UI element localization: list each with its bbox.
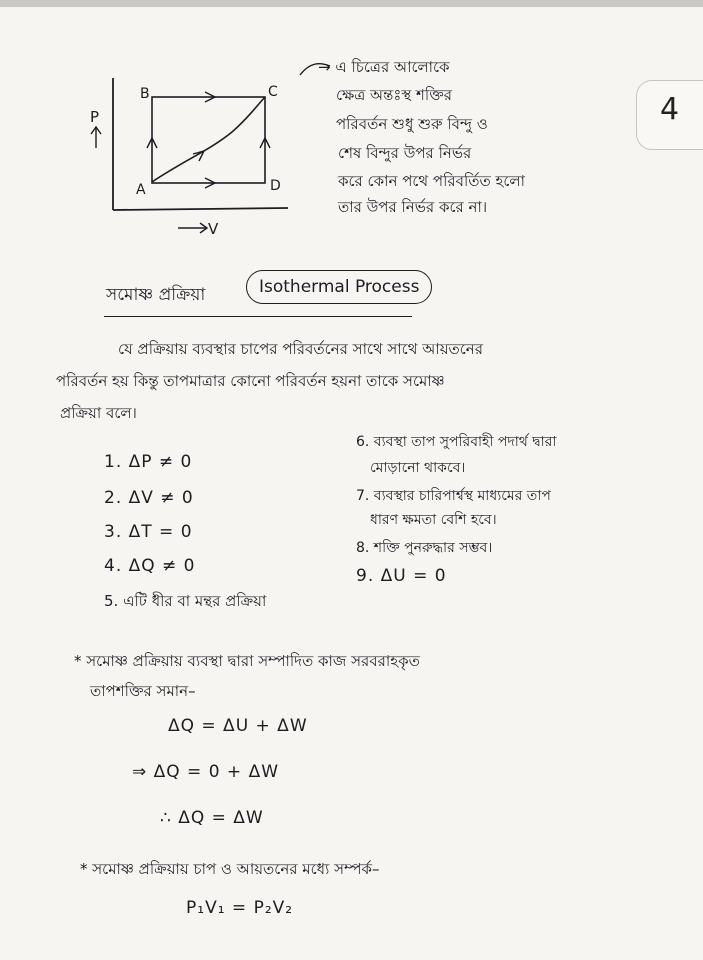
point-d-label: D [270,178,281,194]
section-title-bn: সমোষ্ণ প্রক্রিয়া [106,285,206,305]
v-axis-label: V [208,220,219,238]
condition-item: 7. ব্যবস্থার চারিপার্শ্বস্থ মাধ্যমের তাপ [356,488,551,504]
note-line: তার উপর নির্ভর করে না। [338,198,488,216]
condition-item: 2. ΔV ≠ 0 [104,488,194,508]
condition-item: 3. ΔT = 0 [104,522,193,542]
relation-equation: P₁V₁ = P₂V₂ [186,898,294,918]
work-note-line: * সমোষ্ণ প্রক্রিয়ায় ব্যবস্থা দ্বারা সম্পাদিত কাজ সরবরাহকৃত [74,652,420,670]
condition-item: 1. ΔP ≠ 0 [104,452,193,472]
page-number: 4 [660,92,680,127]
condition-item: মোড়ানো থাকবে। [370,460,466,476]
note-line: ক্ষেত্র অন্তঃস্থ শক্তির [336,86,453,104]
section-title-underline [104,316,412,317]
p-axis-label: P [90,108,100,126]
work-note-line: তাপশক্তির সমান– [90,682,196,700]
point-a-label: A [136,182,146,198]
note-line: শেষ বিন্দুর উপর নির্ভর [338,144,472,162]
condition-item: 6. ব্যবস্থা তাপ সুপরিবাহী পদার্থ দ্বারা [356,434,557,450]
equation-line: ∴ ΔQ = ΔW [160,808,264,828]
note-line: পরিবর্তন শুধু শুরু বিন্দু ও [336,115,488,133]
relation-note: * সমোষ্ণ প্রক্রিয়ায় চাপ ও আয়তনের মধ্যে সম্পর্ক– [80,860,380,878]
top-edge-strip [0,0,703,7]
condition-item: 5. এটি ধীর বা মন্থর প্রক্রিয়া [104,592,267,610]
condition-item: ধারণ ক্ষমতা বেশি হবে। [370,512,497,528]
note-line: → এ চিত্রের আলোকে [318,58,450,76]
definition-line: পরিবর্তন হয় কিন্তু তাপমাত্রার কোনো পরিবর্তন হয়না তাকে সমোষ্ণ [56,372,445,390]
definition-line: যে প্রক্রিয়ায় ব্যবস্থার চাপের পরিবর্তনের সাথে সাথে আয়তনের [118,340,484,358]
equation-line: ⇒ ΔQ = 0 + ΔW [132,762,280,782]
point-b-label: B [140,86,150,102]
point-c-label: C [268,84,278,100]
condition-item: 9. ΔU = 0 [356,566,447,586]
equation-line: ΔQ = ΔU + ΔW [168,716,308,736]
condition-item: 8. শক্তি পুনরুদ্ধার সম্ভব। [356,540,493,556]
definition-line: প্রক্রিয়া বলে। [60,404,137,422]
section-title-en: Isothermal Process [246,270,432,304]
condition-item: 4. ΔQ ≠ 0 [104,556,196,576]
note-line: করে কোন পথে পরিবর্তিত হলো [338,172,525,190]
